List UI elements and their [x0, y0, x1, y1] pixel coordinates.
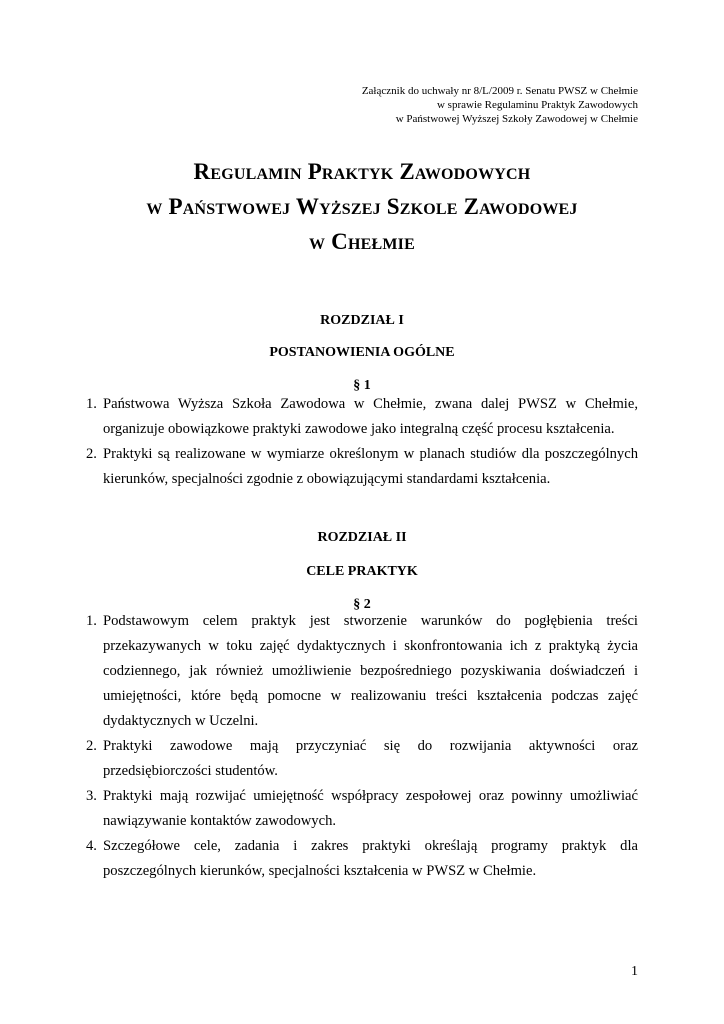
page-number: 1	[631, 964, 638, 979]
section-1-mark: § 1	[353, 378, 371, 393]
chapter-1-name: POSTANOWIENIA OGÓLNE	[269, 345, 455, 360]
item-number: 1.	[86, 613, 97, 629]
chapter-2-label: ROZDZIAŁ II	[317, 530, 407, 545]
section-2-mark: § 2	[353, 597, 371, 612]
item-text: Praktyki mają rozwijać umiejętność współpracy zespołowej oraz powinny umożliwiać nawiązywanie kontaktów zawodowych.	[103, 788, 638, 829]
item-text: Praktyki zawodowe mają przyczyniać się do rozwijania aktywności oraz przedsiębiorczości studentów.	[103, 738, 638, 779]
chapter-2-list	[86, 609, 638, 884]
attachment-note-line: w sprawie Regulaminu Praktyk Zawodowych	[436, 99, 638, 111]
item-number: 2.	[86, 738, 97, 754]
item-number: 4.	[86, 838, 97, 854]
item-text: Praktyki są realizowane w wymiarze określonym w planach studiów dla poszczególnych kierunków, specjalności zgodnie z obowiązującymi standardami kształcenia.	[103, 446, 638, 487]
list-item	[86, 734, 638, 784]
document-title	[0, 154, 724, 259]
list-item	[86, 609, 638, 734]
attachment-note-line: Załącznik do uchwały nr 8/L/2009 r. Senatu PWSZ w Chełmie	[361, 85, 638, 97]
list-item	[86, 392, 638, 442]
item-text: Podstawowym celem praktyk jest stworzenie warunków do pogłębienia treści przekazywanych w toku zajęć dydaktycznych i skonfrontowania ich z praktyką życia codziennego, jak również umożliwienie bezpośredniego pozyskiwania doświadczeń i umiejętności, które będą pomocne w realizowaniu treści kształcenia podczas zajęć dydaktycznych w Uczelni.	[103, 613, 638, 729]
list-item	[86, 442, 638, 492]
item-text: Szczegółowe cele, zadania i zakres praktyki określają programy praktyk dla poszczególnych kierunków, specjalności kształcenia w PWSZ w Chełmie.	[103, 838, 638, 879]
chapter-1-list	[86, 392, 638, 492]
item-number: 2.	[86, 446, 97, 462]
list-item	[86, 784, 638, 834]
title-line: w Chełmie	[309, 229, 415, 254]
item-number: 3.	[86, 788, 97, 804]
item-text: Państwowa Wyższa Szkoła Zawodowa w Chełmie, zwana dalej PWSZ w Chełmie, organizuje obowiązkowe praktyki zawodowe jako integralną część procesu kształcenia.	[103, 396, 638, 437]
attachment-note-line: w Państwowej Wyższej Szkoły Zawodowej w Chełmie	[395, 113, 638, 125]
item-number: 1.	[86, 396, 97, 412]
title-line: Regulamin Praktyk Zawodowych	[193, 159, 531, 184]
chapter-1-label: ROZDZIAŁ I	[320, 313, 404, 328]
list-item	[86, 834, 638, 884]
chapter-2-name: CELE PRAKTYK	[306, 564, 418, 579]
title-line: w Państwowej Wyższej Szkole Zawodowej	[146, 194, 578, 219]
attachment-note	[362, 84, 638, 126]
